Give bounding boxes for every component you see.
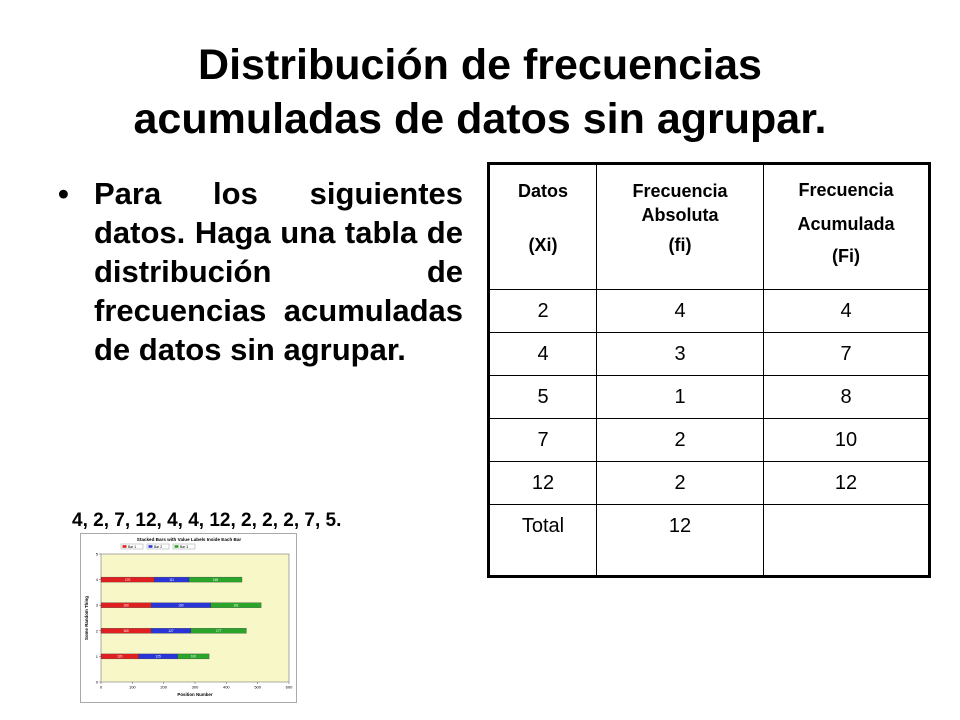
bar-value-label: 160 xyxy=(123,629,129,634)
title-line-2: acumuladas de datos sin agrupar. xyxy=(133,95,827,143)
header-frecuencia-absoluta xyxy=(597,164,764,290)
x-tick-label: 300 xyxy=(191,684,199,690)
y-tick-label: 5 xyxy=(95,551,98,557)
y-tick-label: 1 xyxy=(95,653,98,659)
header-frecuencia-acumulada xyxy=(764,164,930,290)
x-tick-label: 100 xyxy=(128,684,136,690)
cell-Fi: 12 xyxy=(764,462,930,505)
bar-value-label: 111 xyxy=(169,577,175,582)
cell-fi: 2 xyxy=(597,419,764,462)
bar-value-label: 169 xyxy=(212,577,219,582)
bar-value-label: 190 xyxy=(178,603,184,608)
header-fac-symbol: (Fi) xyxy=(832,246,860,266)
stacked-bar-chart xyxy=(81,534,296,702)
x-tick-label: 600 xyxy=(285,684,293,690)
cell-Fi: 4 xyxy=(764,290,930,333)
cell-total-fi: 12 xyxy=(597,505,764,577)
cell-xi: 4 xyxy=(489,333,597,376)
legend-swatch xyxy=(123,545,127,548)
table-row xyxy=(489,290,930,333)
chart-title: Stacked Bars with Value Labels Inside Each Bar xyxy=(136,537,242,542)
header-fac-line2: Acumulada xyxy=(797,214,895,234)
cell-xi: 12 xyxy=(489,462,597,505)
legend-swatch xyxy=(149,545,153,548)
x-tick-label: 200 xyxy=(160,684,168,690)
cell-fi: 4 xyxy=(597,290,764,333)
header-fa-line2: Absoluta xyxy=(641,205,719,225)
legend-label: Bar 1 xyxy=(128,544,137,549)
legend-swatch xyxy=(175,545,179,548)
y-tick-label: 3 xyxy=(95,602,98,608)
header-datos xyxy=(489,164,597,290)
cell-xi: 2 xyxy=(489,290,597,333)
frequency-table xyxy=(487,162,931,578)
bar-value-label: 120 xyxy=(117,654,123,659)
header-fa-symbol: (fi) xyxy=(668,235,692,255)
header-datos-symbol: (Xi) xyxy=(528,235,558,255)
cell-xi: 5 xyxy=(489,376,597,419)
cell-total-label: Total xyxy=(489,505,597,577)
bar-value-label: 127 xyxy=(168,629,174,634)
chart-thumbnail xyxy=(80,533,297,703)
x-axis-label: Position Number xyxy=(177,692,213,697)
y-tick-label: 0 xyxy=(95,679,98,685)
cell-Fi: 7 xyxy=(764,333,930,376)
cell-fi: 1 xyxy=(597,376,764,419)
cell-total-Fi xyxy=(764,505,930,577)
slide-title xyxy=(40,38,920,146)
y-tick-label: 2 xyxy=(95,628,98,634)
bar-value-label: 160 xyxy=(123,603,129,608)
cell-Fi: 10 xyxy=(764,419,930,462)
bar-value-label: 177 xyxy=(215,629,222,634)
table-row xyxy=(489,333,930,376)
bullet-text: Para los siguientes datos. Haga una tabla de distribución de frecuencias acumuladas de datos sin agrupar. xyxy=(94,176,463,367)
bullet-paragraph xyxy=(58,174,463,369)
x-tick-label: 400 xyxy=(222,684,230,690)
x-tick-label: 0 xyxy=(99,684,103,690)
header-fac-line1: Frecuencia xyxy=(798,180,894,200)
bullet-dot-icon: • xyxy=(58,176,69,211)
data-values-line: 4, 2, 7, 12, 4, 4, 12, 2, 2, 2, 7, 5. xyxy=(72,510,342,531)
header-fa-line1: Frecuencia xyxy=(632,181,728,201)
table-row xyxy=(489,462,930,505)
bar-value-label: 161 xyxy=(233,603,239,608)
cell-Fi: 8 xyxy=(764,376,930,419)
cell-xi: 7 xyxy=(489,419,597,462)
bar-value-label: 100 xyxy=(190,654,197,659)
bar-value-label: 170 xyxy=(124,577,131,582)
bar-value-label: 125 xyxy=(155,654,161,659)
legend-label: Bar 2 xyxy=(154,544,163,549)
legend-label: Bar 3 xyxy=(180,544,189,549)
header-datos-label: Datos xyxy=(517,181,568,201)
y-axis-label: Some Random Thing xyxy=(84,596,89,640)
y-tick-label: 4 xyxy=(95,577,98,583)
cell-fi: 2 xyxy=(597,462,764,505)
table-header-row xyxy=(489,164,930,290)
title-line-1: Distribución de frecuencias xyxy=(198,41,762,89)
table-row xyxy=(489,419,930,462)
plot-area xyxy=(101,554,289,682)
table-total-row xyxy=(489,505,930,577)
cell-fi: 3 xyxy=(597,333,764,376)
table-row xyxy=(489,376,930,419)
x-tick-label: 500 xyxy=(254,684,262,690)
